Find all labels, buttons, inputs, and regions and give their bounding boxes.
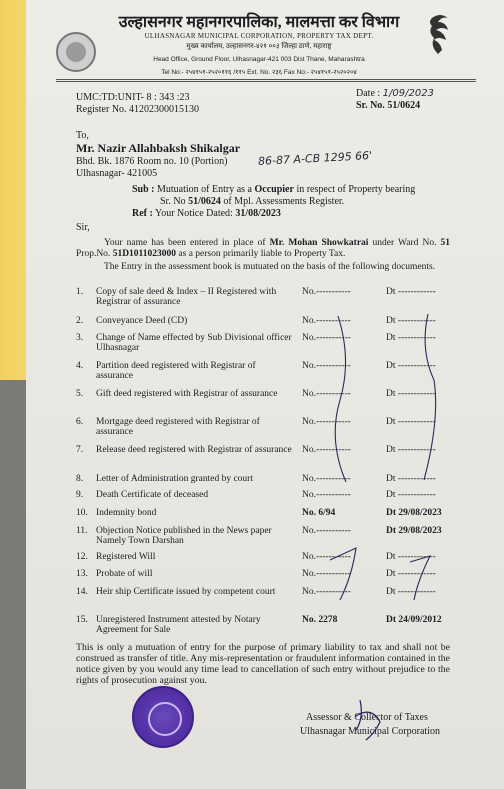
document-item-text: Heir ship Certificate issued by competent court <box>96 587 276 597</box>
addressee-name: Mr. Nazir Allahbaksh Shikalgar <box>76 141 241 155</box>
document-item-number-ref: No.----------- <box>302 287 351 297</box>
document-item-date: Dt ------------ <box>386 552 436 562</box>
header-divider <box>56 79 476 80</box>
document-item-number: 14. <box>76 587 88 597</box>
document-item-text: Gift deed registered with Registrar of assurance <box>96 389 278 399</box>
paragraph-2: The Entry in the assessment book is mutuated on the basis of the following documents. <box>104 262 436 272</box>
document-item-number-ref: No.----------- <box>302 569 351 579</box>
document-item-date: Dt ------------ <box>386 490 436 500</box>
document-item-date: Dt ------------ <box>386 445 436 455</box>
document-item-text: Copy of sale deed & Index – II Registered with Registrar of assurance <box>96 287 277 307</box>
header-address-marathi: मुख्य कार्यालय, उल्हासनगर-४२१ ००३ जिल्हा ठाणे, महाराष्ट्र <box>186 42 332 50</box>
document-item-text: Mortgage deed registered with Registrar of assurance <box>96 417 260 437</box>
ref-date: 31/08/2023 <box>235 208 281 219</box>
document-item-text: Change of Name effected by Sub Divisional officer Ulhasnagar <box>96 333 292 353</box>
sr-row <box>356 100 420 111</box>
subject-label: Sub : <box>132 184 155 195</box>
document-item-number-ref: No.----------- <box>302 316 351 326</box>
document-item-date: Dt ------------ <box>386 316 436 326</box>
document-item-text: Registered Will <box>96 552 156 562</box>
document-item-number: 2. <box>76 316 84 326</box>
subject-line1 <box>132 184 415 195</box>
document-item-text: Probate of will <box>96 569 153 579</box>
document-item-number-ref: No.----------- <box>302 389 351 399</box>
header-head-office: Head Office, Ground Floor, Ulhasnagar-421 003 Dist Thane, Maharashtra <box>153 56 365 63</box>
header-divider-2 <box>56 81 476 82</box>
signatory-title: Assessor & Collector of Taxes <box>306 712 428 723</box>
addressee-line2: Ulhasnagar- 421005 <box>76 168 158 179</box>
subject-line2 <box>160 196 344 207</box>
document-item-number-ref: No.----------- <box>302 333 351 343</box>
document-item-date: Dt 29/08/2023 <box>386 526 442 536</box>
document-item-number-ref: No.----------- <box>302 445 351 455</box>
document-item-date: Dt ------------ <box>386 474 436 484</box>
p1-previous-owner: Mr. Mohan Showkatrai <box>269 238 369 248</box>
document-item-date: Dt ------------ <box>386 389 436 399</box>
sr-label: Sr. No. <box>356 100 385 111</box>
subject-text-d: of Mpl. Assessments Register. <box>223 196 345 207</box>
document-item-number-ref: No. 6/94 <box>302 508 336 518</box>
document-item-number-ref: No.----------- <box>302 361 351 371</box>
handwritten-note: 86-87 A-CB 1295 66' <box>257 149 373 168</box>
document-item-number: 4. <box>76 361 84 371</box>
document-item-number-ref: No.----------- <box>302 552 351 562</box>
document-item-number-ref: No. 2278 <box>302 615 338 625</box>
document-item-number: 5. <box>76 389 84 399</box>
subject-serial: 51/0624 <box>188 196 221 207</box>
footer-paragraph: This is only a mutuation of entry for the purpose of primary liability to tax and shall not be construed as transfer of title. Any mis-representation or fraudulent information contained in the notice given by you would any time lead to cancellation of such entry without prejudice to the rights of prosecution against you. <box>76 642 450 686</box>
reference-line <box>132 208 281 219</box>
document-item-date: Dt ------------ <box>386 287 436 297</box>
subject-text-b: in respect of Property bearing <box>296 184 416 195</box>
p1-text-c: under Ward No. <box>372 238 437 248</box>
document-item-number: 8. <box>76 474 84 484</box>
signatory-org: Ulhasnagar Municipal Corporation <box>300 726 440 737</box>
document-item-number: 13. <box>76 569 88 579</box>
document-item-number: 7. <box>76 445 84 455</box>
document-item-number: 15. <box>76 615 88 625</box>
header-tel-line: Tel No:- २५४१५१-२५२०११६ /११५ Ext. No. २३६ Fax No:- २५४१५१-२५२०२०४ <box>161 69 357 76</box>
p1-text-e: Prop.No. <box>76 249 111 259</box>
date-row <box>356 88 434 99</box>
document-item-number: 1. <box>76 287 84 297</box>
salutation: Sir, <box>76 222 90 233</box>
document-item-number-ref: No.----------- <box>302 417 351 427</box>
register-row <box>76 104 199 115</box>
document-item-date: Dt 24/09/2012 <box>386 615 442 625</box>
document-item-date: Dt ------------ <box>386 333 436 343</box>
document-item-number: 6. <box>76 417 84 427</box>
date-value: 1/09/2023 <box>382 88 434 99</box>
document-item-number-ref: No.----------- <box>302 526 351 536</box>
document-item-text: Release deed registered with Registrar of assurance <box>96 445 292 455</box>
document-item-number: 10. <box>76 508 88 518</box>
sr-value: 51/0624 <box>387 100 421 111</box>
document-item-text: Objection Notice published in the News paper Namely Town Darshan <box>96 526 272 546</box>
document-item-date: Dt ------------ <box>386 587 436 597</box>
document-item-text: Letter of Administration granted by court <box>96 474 253 484</box>
document-item-number: 12. <box>76 552 88 562</box>
subject-text-c: Sr. No <box>160 196 186 207</box>
ref-label: Ref : <box>132 208 153 219</box>
document-item-number-ref: No.----------- <box>302 587 351 597</box>
document-item-number: 3. <box>76 333 84 343</box>
p1-prop-no: 51D1011023000 <box>112 249 177 259</box>
document-item-date: Dt 29/08/2023 <box>386 508 442 518</box>
official-stamp <box>132 686 194 748</box>
ref-text: Your Notice Dated: <box>154 208 233 219</box>
document-item-date: Dt ------------ <box>386 361 436 371</box>
paragraph-1 <box>76 238 450 260</box>
p1-ward-no: 51 <box>440 238 451 248</box>
addressee-line1: Bhd. Bk. 1876 Room no. 10 (Portion) <box>76 156 228 167</box>
to-label: To, <box>76 130 89 141</box>
subject-text-a: Mutuation of Entry as a <box>157 184 252 195</box>
document-item-number: 11. <box>76 526 88 536</box>
p1-text-a: Your name has been entered in place of <box>104 238 266 248</box>
document-item-text: Death Certificate of deceased <box>96 490 209 500</box>
subject-occupier: Occupier <box>254 184 294 195</box>
register-value: 41202300015130 <box>129 104 200 115</box>
document-item-number-ref: No.----------- <box>302 490 351 500</box>
document-item-number: 9. <box>76 490 84 500</box>
umc-reference: UMC:TD:UNIT- 8 : 343 :23 <box>76 92 190 103</box>
document-item-text: Conveyance Deed (CD) <box>96 316 188 326</box>
document-item-date: Dt ------------ <box>386 569 436 579</box>
header-title-english: ULHASNAGAR MUNICIPAL CORPORATION, PROPERTY TAX DEPT. <box>144 32 374 40</box>
document-item-text: Unregistered Instrument attested by Notary Agreement for Sale <box>96 615 261 635</box>
document-item-text: Partition deed registered with Registrar of assurance <box>96 361 256 381</box>
p1-text-g: as a person primarily liable to Property Tax. <box>178 249 346 259</box>
register-label: Register No. <box>76 104 127 115</box>
date-label: Date : <box>356 88 381 99</box>
document-item-text: Indemnity bond <box>96 508 157 518</box>
document-item-number-ref: No.----------- <box>302 474 351 484</box>
document-item-date: Dt ------------ <box>386 417 436 427</box>
header-title-marathi: उल्हासनगर महानगरपालिका, मालमत्ता कर विभाग <box>118 14 400 31</box>
